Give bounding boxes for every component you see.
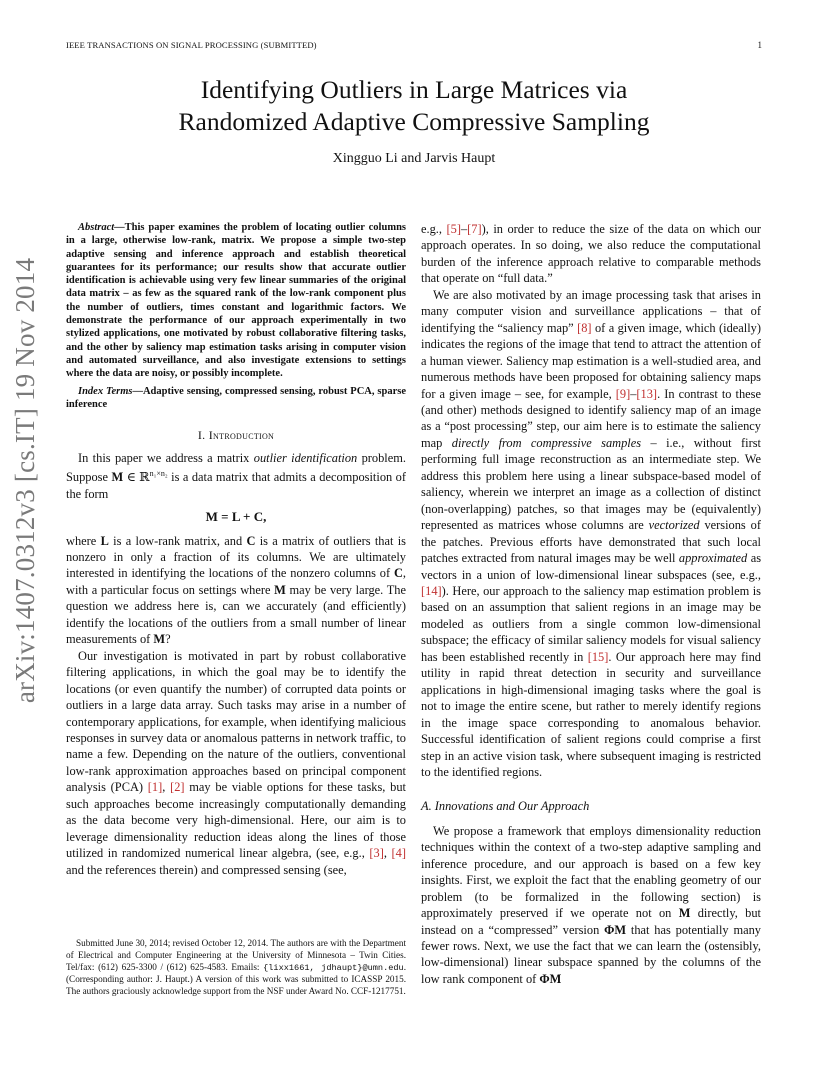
right-paragraph-3: We propose a framework that employs dimensionality reduction techniques within the context of a two-step adaptive sampling and inference procedure, and our approach is based on a few key insights. First, we exploit the fact that the enabling geometry of our problem (to be formalized in the following section) is approximately preserved if we operate not on M directly, but instead on a “compressed” version ΦM that has potentially many fewer rows. Next, we use the fact that we can learn the (ostensibly, low-dimensional) linear subspace spanned by the columns of the low rank component of ΦM	[421, 823, 762, 986]
citation-14[interactable]: [14]	[421, 583, 442, 598]
intro-paragraph-3: Our investigation is motivated in part by robust collaborative filtering applications, in which the goal may be to identify the locations (or even quantify the number) of corrupted data points or outliers in a large data array. Such tasks may arise in a number of contemporary applications, for example, when identifying malicious responses in survey data or anomalous patterns in network traffic, to name a few. Depending on the nature of the outliers, conventional low-rank approximation approaches based on principal component analysis (PCA) [1], [2] may be viable options for these tasks, but such approaches become increasingly computationally demanding as the data become very high-dimensional. Here, our aim is to leverage dimensionality reduction ideas along the lines of those utilized in randomized numerical linear algebra, (see, e.g., [3], [4] and the references therein) and compressed sensing (see,	[66, 648, 406, 877]
index-terms	[66, 385, 406, 412]
right-paragraph-1: e.g., [5]–[7]), in order to reduce the size of the data on which our approach operates. In so doing, we also reduce the computational burden of the inference approach relative to comparable methods that operate on “full data.”	[421, 222, 761, 286]
right-paragraph-2: We are also motivated by an image processing task that arises in many computer vision and surveillance applications – that of identifying the “saliency map” [8] of a given image, which (ideally) indicates the regions of the image that tend to attract the attention of a human viewer. Saliency map estimation is a well-studied area, and numerous methods have been proposed for obtaining saliency maps for a given image – see, for example, [9]–[13]. In contrast to these (and other) methods designed to identify saliency map of an image as a “post processing” step, our aim here is to estimate the saliency map directly from compressive samples – i.e., without first performing full image reconstruction as an intermediate step. We address this problem here using a linear subspace-based model of saliency, wherein we interpret an image as a collection of distinct (non-overlapping) patches, so that images may be (equivalently) represented as matrices whose columns are vectorized versions of the patches. Previous efforts have demonstrated that such local patches extracted from natural images may be well approximated as vectors in a union of low-dimensional linear subspaces (see, e.g., [14]). Here, our approach to the saliency map estimation problem is based on an assumption that salient regions in an image may be modeled as outliers from a single common low-dimensional subspace; the efficacy of similar saliency models for visual saliency has been established recently in [15]. Our approach here may find utility in rapid threat detection in security and surveillance applications in high-dimensional imaging tasks where the goal is not to image the entire scene, but rather to merely identify regions in the image space corresponding to anomalous behavior. Successful identification of salient regions could comprise a first step in an active vision task, where subsequent imaging is restricted to the identified regions.	[421, 287, 762, 779]
citation-1[interactable]: [1]	[147, 780, 163, 795]
right-column	[421, 221, 761, 987]
section-heading-introduction	[66, 427, 406, 443]
citation-15[interactable]: [15]	[587, 649, 609, 664]
index-terms-text: —Adaptive sensing, compressed sensing, robust PCA, sparse inference	[66, 385, 407, 410]
citation-3[interactable]: [3]	[369, 846, 384, 861]
title-line-2: Randomized Adaptive Compressive Sampling	[178, 107, 650, 136]
citation-5[interactable]: [5]	[446, 222, 461, 236]
citation-7[interactable]: [7]	[467, 222, 482, 236]
subsection-heading: A. Innovations and Our Approach	[421, 799, 590, 814]
citation-8[interactable]: [8]	[577, 320, 592, 335]
footnote: Submitted June 30, 2014; revised October 12, 2014. The authors are with the Department of Electrical and Computer Engineering at the University of Minnesota – Twin Cities. Tel/fax: (612) 625-3300 / (612) 625-4583. Emails: {lixx1661, jdhaupt}@umn.edu. (Corresponding author: J. Haupt.) A version of this work was submitted to ICASSP 2015. The authors graciously acknowledge support from the NSF under Award No. CCF-1217751.	[66, 938, 406, 997]
citation-2[interactable]: [2]	[170, 780, 185, 795]
citation-4[interactable]: [4]	[391, 846, 406, 861]
page-number: 1	[757, 40, 762, 50]
running-head: IEEE TRANSACTIONS ON SIGNAL PROCESSING (SUBMITTED)	[66, 40, 317, 50]
intro-paragraph-1: In this paper we address a matrix outlier identification problem. Suppose M ∈ ℝ$^{n_1\times n_2}$ is a data matrix that admits a decomposition of the form	[66, 450, 406, 501]
arxiv-stamp	[2, 257, 50, 703]
index-terms-label: Index Terms	[78, 385, 133, 397]
citation-13[interactable]: [13]	[636, 386, 658, 401]
abstract	[66, 221, 406, 381]
citation-9[interactable]: [9]	[615, 386, 631, 401]
author-emails: {lixx1661, jdhaupt}@umn.edu	[263, 962, 404, 973]
intro-paragraph-2: where L is a low-rank matrix, and C is a matrix of outliers that is nonzero in only a fraction of its columns. We are ultimately interested in identifying the locations of the nonzero columns of C, with a particular focus on settings where M may be very large. The question we address here is, can we accurately (and efficiently) identify the locations of the outliers from a small number of linear measurements of M?	[66, 533, 406, 647]
paper-title	[0, 74, 828, 138]
authors: Xingguo Li and Jarvis Haupt	[332, 151, 496, 166]
section-numeral: I.	[197, 428, 209, 443]
section-name: Introduction	[208, 428, 275, 443]
left-column	[66, 221, 406, 878]
arxiv-stamp-text: arXiv:1407.0312v3 [cs.IT] 19 Nov 2014	[10, 257, 41, 703]
abstract-label: Abstract	[78, 222, 115, 233]
abstract-text: —This paper examines the problem of locating outlier columns in a large, otherwise low-rank, matrix. We propose a simple two-step adaptive sensing and inference approach and establish theoretical guarantees for its performance; our results show that accurate outlier identification is achievable using very few linear summaries of the original data matrix – as few as the squared rank of the low-rank component plus the number of outliers, times constant and logarithmic factors. We demonstrate the performance of our approach experimentally in two stylized applications, one motivated by robust collaborative filtering tasks, and the other by saliency map estimation tasks arising in computer vision and automated surveillance, and also investigate extensions to settings where the data are noisy, or possibly incomplete.	[66, 222, 406, 380]
equation-decomposition: M = L + C,	[205, 509, 267, 525]
title-line-1: Identifying Outliers in Large Matrices via	[200, 75, 628, 104]
